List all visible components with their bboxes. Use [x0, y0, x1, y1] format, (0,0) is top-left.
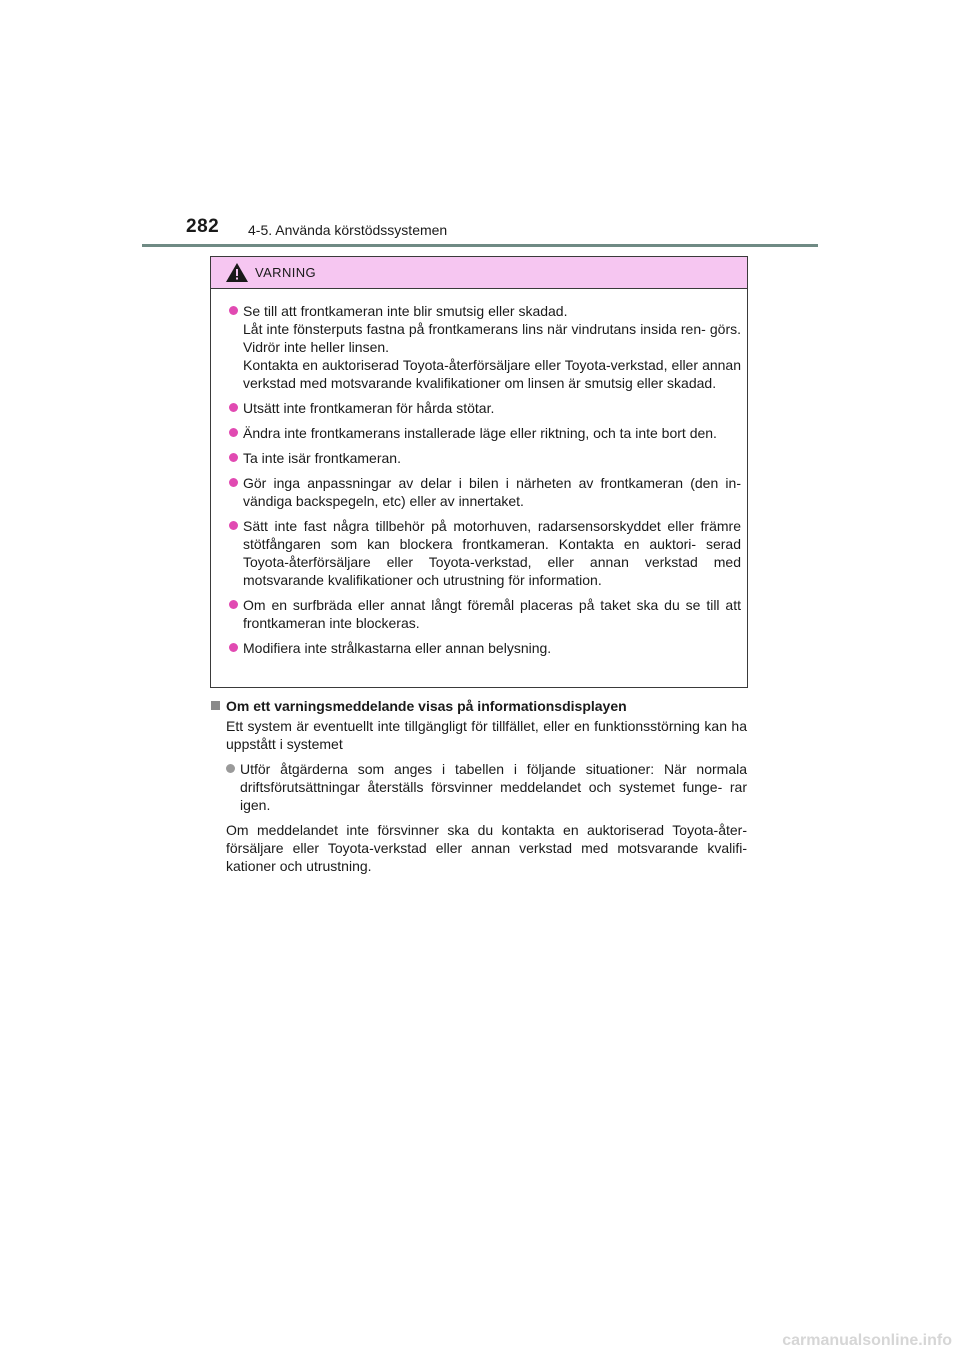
- bullet-text: Kontakta en auktoriserad Toyota-återförsäljare eller Toyota-verkstad, eller annan verkstad med motsvarande kvalifikationer om linsen är smutsig eller skadad.: [243, 357, 741, 391]
- warning-header: [211, 257, 747, 289]
- warning-bullet-1: [229, 302, 741, 392]
- warning-title: VARNING: [255, 265, 317, 280]
- bullet-text: Ta inte isär frontkameran.: [243, 450, 401, 466]
- warning-bullet-6: [229, 517, 741, 589]
- section-bullet: Utför åtgärderna som anges i tabellen i följande situationer: När normala driftsförutsättningar återställs försvinner meddelandet och systemet funge- rar igen.: [226, 760, 747, 814]
- section-intro: Ett system är eventuellt inte tillgängligt för tillfället, eller en funktionsstörning kan ha uppstått i systemet: [226, 718, 747, 752]
- message-section: [211, 697, 747, 882]
- bullet-text: Låt inte fönsterputs fastna på frontkamerans lins när vindrutans insida ren- görs. Vidrör inte heller linsen.: [243, 321, 741, 355]
- bullet-text: Modifiera inte strålkastarna eller annan belysning.: [243, 640, 552, 656]
- bullet-text: Om en surfbräda eller annat långt föremål placeras på taket ska du se till att frontkameran inte blockeras.: [243, 597, 741, 631]
- warning-body: [211, 289, 747, 657]
- section-closing: Om meddelandet inte försvinner ska du kontakta en auktoriserad Toyota-åter- försäljare eller Toyota-verkstad eller annan verkstad med motsvarande kvalifi- kationer och utrustning.: [226, 822, 747, 874]
- bullet-text: Utsätt inte frontkameran för hårda stötar.: [243, 400, 495, 416]
- warning-bullet-2: [229, 399, 741, 417]
- warning-bullet-8: [229, 639, 741, 657]
- warning-triangle-icon: [226, 263, 248, 282]
- header-divider: [142, 244, 818, 247]
- bullet-text: Ändra inte frontkamerans installerade läge eller riktning, och ta inte bort den.: [243, 425, 717, 441]
- page-number: 282: [186, 216, 220, 237]
- section-heading: Om ett varningsmeddelande visas på informationsdisplayen: [211, 697, 747, 715]
- warning-box: [210, 256, 748, 688]
- bullet-text: Sätt inte fast några tillbehör på motorhuven, radarsensorskyddet eller främre stötfångaren som kan blockera frontkameran. Kontakta en auktori- serad Toyota-återförsäljare eller Toyota-verkstad, eller annan verkstad med motsvarande kvalifikationer och utrustning för information.: [243, 518, 741, 588]
- warning-bullet-5: [229, 474, 741, 510]
- section-title: 4-5. Använda körstödssystemen: [248, 222, 448, 238]
- warning-bullet-3: [229, 424, 741, 442]
- warning-bullet-7: [229, 596, 741, 632]
- bullet-text: Se till att frontkameran inte blir smutsig eller skadad.: [243, 303, 568, 319]
- page-header: [186, 214, 826, 248]
- bullet-text: Gör inga anpassningar av delar i bilen i närheten av frontkameran (den in- vändiga backspegeln, etc) eller av innertaket.: [243, 475, 741, 509]
- warning-bullet-4: [229, 449, 741, 467]
- watermark: carmanualsonline.info: [782, 1332, 952, 1349]
